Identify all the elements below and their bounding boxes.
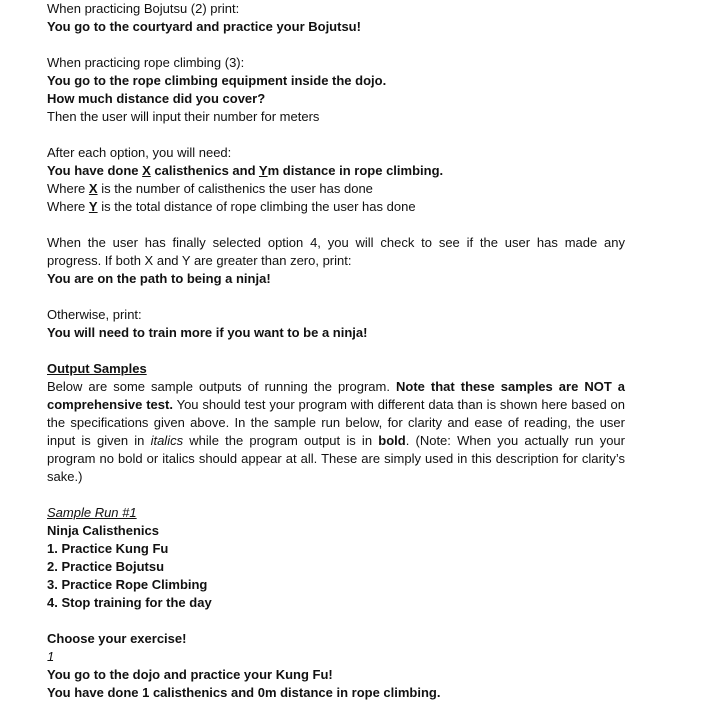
after-output: You have done X calisthenics and Ym distance in rope climbing. xyxy=(47,163,444,178)
rope-output-2: How much distance did you cover? xyxy=(47,91,266,106)
sample-run-heading: Sample Run #1 xyxy=(47,505,137,520)
after-heading: After each option, you will need: xyxy=(47,145,232,160)
rope-output-1: You go to the rope climbing equipment inside the dojo. xyxy=(47,73,387,88)
rope-note: Then the user will input their number for meters xyxy=(47,109,320,124)
output-samples-heading: Output Samples xyxy=(47,361,147,376)
user-input: 1 xyxy=(47,649,55,664)
choose-prompt: Choose your exercise! xyxy=(47,631,187,646)
fail-output: You will need to train more if you want to be a ninja! xyxy=(47,325,368,340)
where-x-line: Where X is the number of calisthenics the user has done xyxy=(47,181,373,196)
program-title: Ninja Calisthenics xyxy=(47,523,159,538)
menu-item: 1. Practice Kung Fu xyxy=(47,541,169,556)
success-output: You are on the path to being a ninja! xyxy=(47,271,271,286)
menu-item: 3. Practice Rope Climbing xyxy=(47,577,208,592)
where-y-line: Where Y is the total distance of rope climbing the user has done xyxy=(47,199,416,214)
final-paragraph: When the user has finally selected option 4, you will check to see if the user has made any progress. If both X and Y are greater than zero, print: xyxy=(47,235,625,268)
menu-item: 4. Stop training for the day xyxy=(47,595,212,610)
bojutsu-heading: When practicing Bojutsu (2) print: xyxy=(47,1,240,16)
bojutsu-output: You go to the courtyard and practice your Bojutsu! xyxy=(47,19,361,34)
rope-heading: When practicing rope climbing (3): xyxy=(47,55,245,70)
menu-item: 2. Practice Bojutsu xyxy=(47,559,165,574)
run-output-1: You go to the dojo and practice your Kung Fu! xyxy=(47,667,333,682)
otherwise-label: Otherwise, print: xyxy=(47,307,142,322)
samples-paragraph: Below are some sample outputs of running the program. Note that these samples are NOT a comprehensive test. You should test your program with different data than is shown here based on the specifications given above. In the sample run below, for clarity and ease of reading, the user input is given in italics while the program output is in bold. (Note: When you actually run your program no bold or italics should appear at all. These are simply used in this description for clarity’s sake.) xyxy=(47,379,626,484)
run-output-2: You have done 1 calisthenics and 0m distance in rope climbing. xyxy=(47,685,441,700)
